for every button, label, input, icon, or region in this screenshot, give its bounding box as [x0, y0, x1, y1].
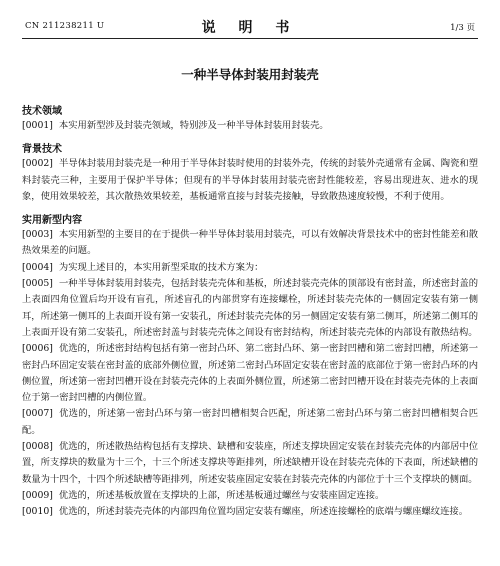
paragraph-0005: [22, 276, 478, 341]
paragraph-number: [0003]: [22, 229, 53, 241]
paragraph-text: 优选的，所述密封结构包括有第一密封凸环、第二密封凸环、第一密封凹槽和第二密封凹槽，所述第一密封凸环固定安装在密封盖的底部外侧位置，所述第二密封凸环固定安装在密封盖的底部位于第一密封凸环的内侧位置，所述第一密封凹槽开设在封装壳壳体的上表面外侧位置，所述第二密封凹槽开设在封装壳壳体的上表面位于第一密封凹槽的内侧位置。: [22, 343, 478, 404]
document-title: 一种半导体封装用封装壳: [181, 67, 319, 82]
paragraph-0004: [22, 260, 478, 276]
section-heading-tech-field: 技术领域: [22, 106, 62, 117]
paragraph-0002: [22, 156, 478, 205]
paragraph-0008: [22, 439, 478, 488]
paragraph-text: 优选的，所述第一密封凸环与第一密封凹槽相契合匹配，所述第二密封凸环与第二密封凹槽相契合匹配。: [22, 408, 478, 436]
page-number: 1/3 页: [450, 23, 475, 33]
paragraph-0001: [22, 118, 478, 134]
paragraph-number: [0010]: [22, 506, 53, 518]
paragraph-number: [0001]: [22, 120, 53, 131]
paragraph-text: 为实现上述目的，本实用新型采取的技术方案为：: [58, 261, 264, 273]
paragraph-text: 一种半导体封装用封装壳，包括封装壳壳体和基板，所述封装壳壳体的顶部设有密封盖，所述密封盖的上表面四角位置后均开设有盲孔，所述盲孔的内部贯穿有连接螺栓，所述封装壳壳体的一侧固定安装有第一侧耳，所述第一侧耳的上表面开设有第一安装孔，所述封装壳壳体的另一侧固定安装有第二侧耳，所述第二侧耳的上表面开设有第二安装孔，所述密封盖与封装壳壳体之间设有密封结构，所述封装壳壳体的内部设有散热结构。: [22, 278, 478, 338]
paragraph-number: [0004]: [22, 261, 53, 273]
section-heading-content: 实用新型内容: [22, 215, 82, 227]
paragraph-number: [0008]: [22, 441, 53, 453]
paragraph-number: [0002]: [22, 158, 53, 170]
paragraph-0007: [22, 406, 478, 439]
paragraph-0003: [22, 227, 478, 260]
paragraph-number: [0007]: [22, 408, 53, 420]
section-heading-background: 背景技术: [22, 144, 62, 156]
paragraph-text: 本实用新型的主要目的在于提供一种半导体封装用封装壳，可以有效解决背景技术中的密封性能差和散热效果差的问题。: [22, 229, 478, 257]
paragraph-text: 本实用新型涉及封装壳领域，特别涉及一种半导体封装用封装壳。: [58, 120, 329, 131]
paragraph-text: 半导体封装用封装壳是一种用于半导体封装时使用的封装外壳，传统的封装外壳通常有金属、陶瓷和塑料封装壳三种，主要用于保护半导体；但现有的半导体封装用封装壳密封性能较差，容易出现进灰、进水的现象，使用效果较差，其次散热效果较差，基板通常直接与封装壳接触，导致散热速度较慢，不利于使用。: [22, 158, 478, 202]
paragraph-0009: [22, 488, 478, 504]
paragraph-text: 优选的，所述散热结构包括有支撑块、缺槽和安装座，所述支撑块固定安装在封装壳壳体的内部居中位置，所支撑块的数量为十三个，十三个所述支撑块等距排列，所述缺槽开设在封装壳壳体的下表面，所述缺槽的数量为十四个，十四个所述缺槽等距排列，所述安装座固定安装在封装壳壳体的内部位于十三个支撑块的侧面。: [22, 441, 478, 485]
paragraph-number: [0005]: [22, 278, 53, 290]
header-title: 说 明 书: [201, 20, 299, 36]
paragraph-number: [0009]: [22, 489, 53, 501]
publication-number: CN 211238211 U: [25, 21, 105, 31]
page-header: [22, 0, 478, 39]
paragraph-text: 优选的，所述封装壳壳体的内部四角位置均固定安装有螺座，所述连接螺栓的底端与螺座螺纹连接。: [58, 506, 468, 518]
paragraph-number: [0006]: [22, 343, 53, 355]
paragraph-0010: [22, 504, 478, 520]
paragraph-0006: [22, 341, 478, 406]
paragraph-text: 优选的，所述基板放置在支撑块的上部，所述基板通过螺丝与安装座固定连接。: [58, 489, 385, 501]
